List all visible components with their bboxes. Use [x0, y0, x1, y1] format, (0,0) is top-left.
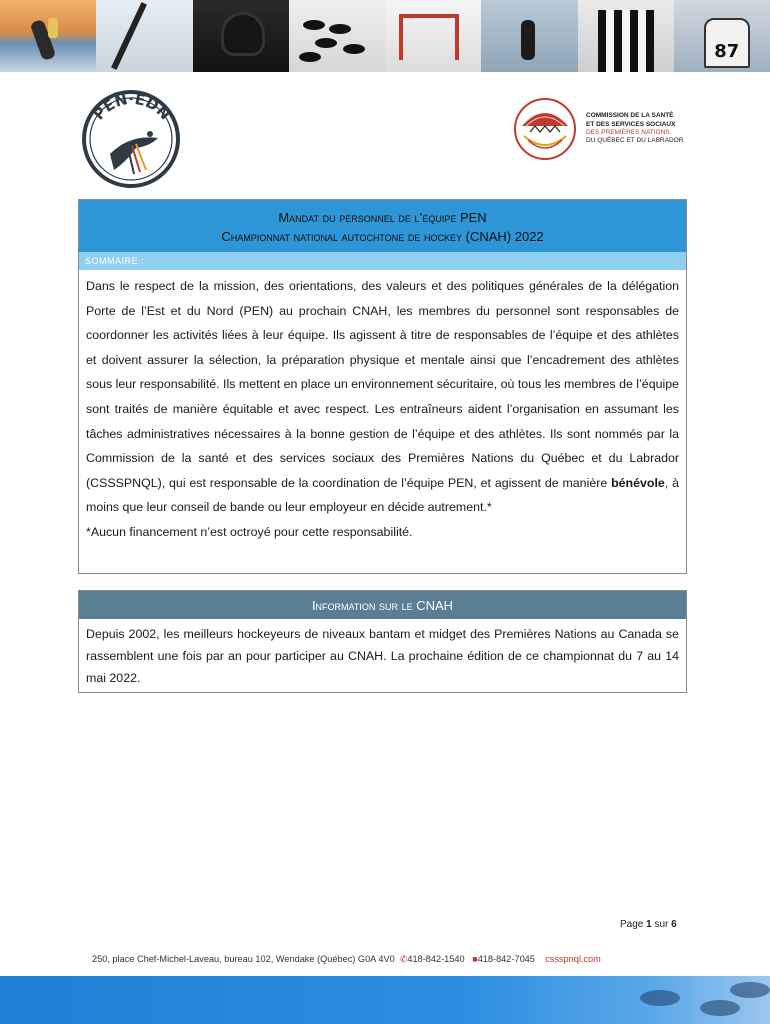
footer-fax: 418-842-7045 [477, 954, 535, 964]
cssspnql-name: COMMISSION DE LA SANTÉ ET DES SERVICES SOCIAUX DES PREMIÈRES NATIONS DU QUÉBEC ET DU LABRADOR [586, 112, 684, 145]
info-title: Information sur le CNAH [311, 598, 454, 613]
info-body: Depuis 2002, les meilleurs hockeyeurs de niveaux bantam et midget des Premières Nations au Canada se rassemblent une fois par an pour participer au CNAH. La prochaine édition de ce championnat du 7 au 14 mai 2022. [86, 627, 679, 685]
pen-edn-logo [80, 84, 182, 190]
mandate-title: Mandat du personnel de l’équipe PEN [278, 210, 487, 225]
banner-photo-goal [385, 0, 481, 72]
page-number: Page 1 sur 6 [620, 919, 677, 930]
info-header [79, 591, 686, 619]
fax-icon: ■ [472, 954, 478, 964]
banner-photo-rink [481, 0, 577, 72]
mandate-footnote: *Aucun financement n’est octroyé pour cette responsabilité. [86, 524, 413, 539]
svg-text:PEN·EDN: PEN·EDN [89, 89, 175, 124]
mandate-body: Dans le respect de la mission, des orientations, des valeurs et des politiques générales de la délégation Porte de l’Est et du Nord (PEN) au prochain CNAH, les membres du personnel sont responsables de coordonner les activités liées à leur équipe. Ils agissent à titre de responsables de l’équipe et des athlètes et doivent assurer la sélection, la préparation physique et mentale ainsi que l’encadrement des athlètes sous leur responsabilité. Ils mettent en place un environnement sécuritaire, où tous les membres de l’équipe sont traités de manière équitable et avec respect. Les entraîneurs aident l’organisation en assumant les tâches administratives nécessaires à la bonne gestion de l’équipe et des athlètes. Ils sont nommés par la Commission de la santé et des services sociaux des Premières Nations du Québec et du Labrador (CSSSPNQL), qui est responsable de la coordination de l’équipe PEN, et agissent de manière bénévole, à moins que leur conseil de bande ou leur employeur en décide autrement.* *Aucun financement n’est octroyé pour cette responsabilité. [79, 270, 686, 545]
footer-decorative-bar [0, 976, 770, 1024]
footer-address: 250, place Chef-Michel-Laveau, bureau 102, Wendake (Québec) G0A 4V0 [92, 954, 395, 964]
banner-photo-player [674, 0, 770, 72]
info-section [78, 590, 687, 693]
banner-photo-stick [96, 0, 192, 72]
banner-photo-helmet [193, 0, 289, 72]
banner-photo-outdoor-rink [0, 0, 96, 72]
banner-photo-referee [578, 0, 674, 72]
cssspnql-emblem [510, 96, 580, 162]
volunteer-emphasis: bénévole [611, 475, 665, 490]
footer-phone: 418-842-1540 [407, 954, 465, 964]
footer-website-link[interactable]: cssspnql.com [545, 954, 601, 964]
summary-label: SOMMAIRE : [79, 252, 686, 270]
cssspnql-logo [510, 96, 690, 162]
header-photo-banner [0, 0, 770, 72]
mandate-subtitle: Championnat national autochtone de hockey [221, 229, 463, 244]
mandate-header [79, 200, 686, 252]
phone-icon: ✆ [399, 954, 408, 964]
banner-jersey-number: 87 [704, 18, 750, 68]
banner-photo-pucks [289, 0, 385, 72]
mandate-subtitle-year: (CNAH) 2022 [465, 229, 544, 244]
footer-contact [92, 954, 601, 965]
mandate-section [78, 199, 687, 574]
